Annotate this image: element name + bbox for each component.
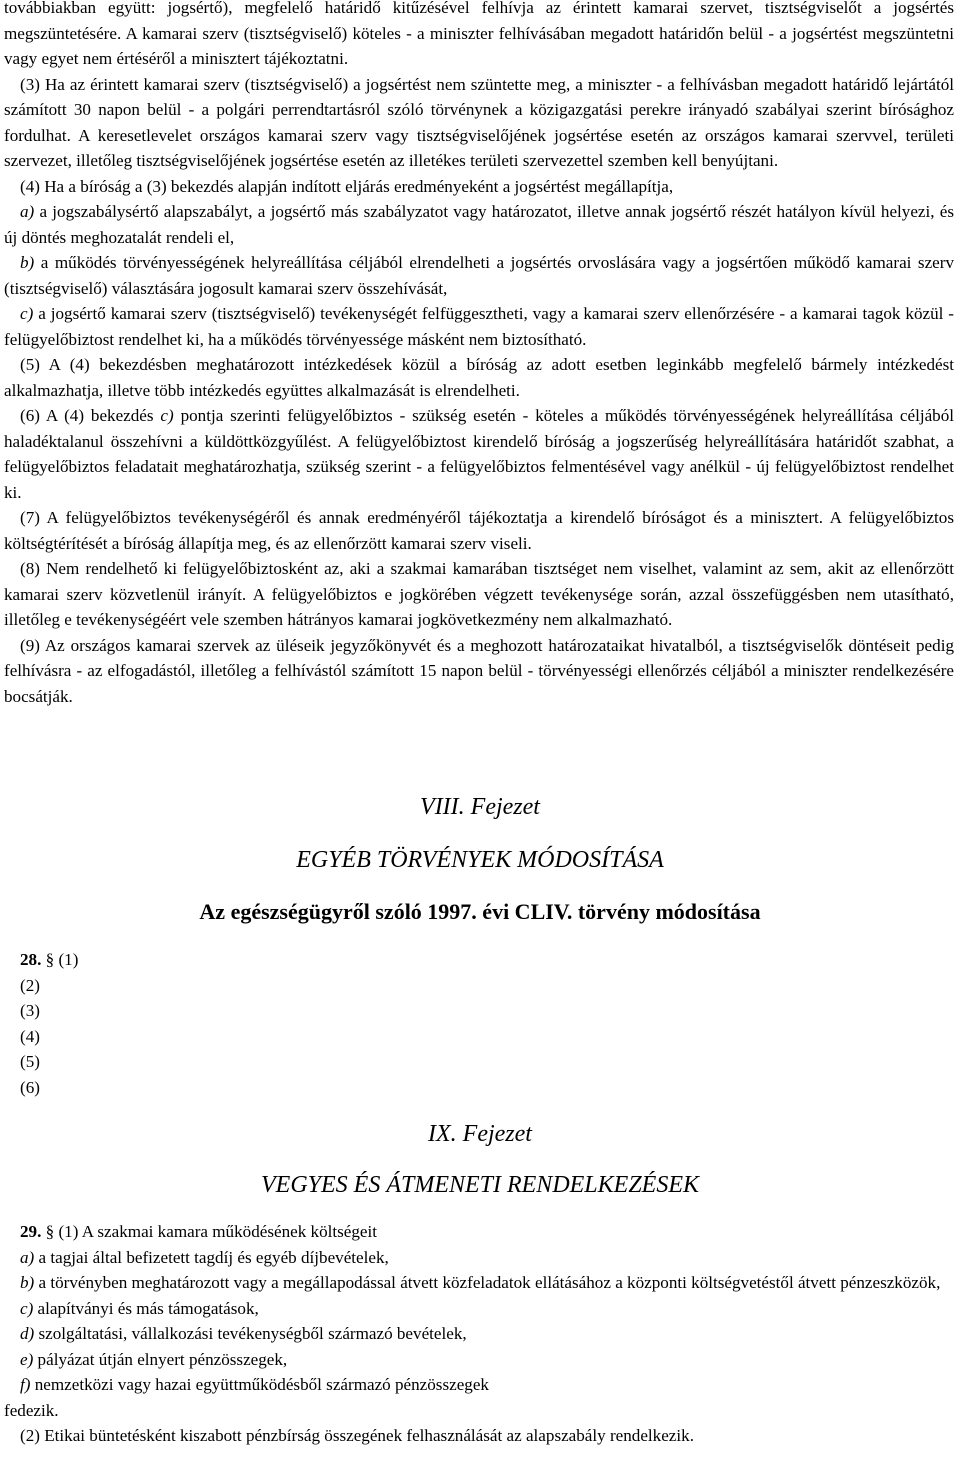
paragraph-continuation: továbbiakban együtt: jogsértő), megfelelő határidő kitűzésével felhívja az érintett kamarai szervet, tisztségviselőt a jogsértés megszüntetésére. A kamarai szerv (tisztségviselő) köteles - a miniszter felhívásában megadott határidőn belül - a jogsértést megszüntetni vagy egyet nem értéséről a minisztert tájékoztatni. [4,0,954,68]
point-text: a jogszabálysértő alapszabályt, a jogsértő más szabályzatot vagy határozatot, illetve annak jogsértő részét hatályon kívül helyezi, és új döntés meghozatalát rendeli el, [4,202,954,247]
paragraph-4: (4) Ha a bíróság a (3) bekezdés alapján indított eljárás eredményeként a jogsértést megállapítja, [20,176,674,196]
point-letter: b) [20,253,35,272]
paragraph-6 [4,403,954,505]
paragraph-6-rest: pontja szerinti felügyelőbiztos - szükség esetén - köteles a működés törvényességének helyreállítása céljából haladéktalanul összehívni a küldöttközgyűlést. A felügyelőbiztost kirendelő bíróság a jogszerűség helyreállítására határidőt szabhat, a felügyelőbiztos feladatait meghatározhatja, szükség szerint - a felügyelőbiztos felmentésével vagy anélkül - új felügyelőbiztost rendelhet ki. [4,406,954,502]
paragraphs-top [4,0,954,709]
list-item [4,1372,954,1398]
subsection-marker: § (1) [41,950,79,969]
section-29 [4,1219,954,1449]
section-28-list [20,947,78,1100]
subsection-marker: (6) [20,1077,40,1097]
paragraph-6-start: (6) A (4) bekezdés [20,406,161,425]
chapter-8-title: VIII. Fejezet [420,794,540,820]
section-29-head-text: § (1) A szakmai kamara működésének költségeit [41,1222,377,1241]
point-text: pályázat útján elnyert pénzösszegek, [33,1349,288,1369]
point-letter: a) [20,1247,35,1267]
section-29-paragraph-2: (2) Etikai büntetésként kiszabott pénzbírság összegének felhasználását az alapszabály rendelkezik. [20,1426,694,1445]
point-letter: b) [20,1273,35,1292]
subsection-marker: (4) [20,1026,40,1046]
section-29-end: fedezik. [4,1400,59,1420]
point-text: a működés törvényességének helyreállítása céljából elrendelheti a jogsértés orvoslására vagy a jogsértően működő kamarai szerv (tisztségviselő) választására jogosult kamarai szerv összehívását, [4,253,954,298]
point-letter: f) [20,1375,31,1394]
list-item [4,1347,954,1373]
point-letter: a) [20,202,35,221]
paragraph-8: (8) Nem rendelhető ki felügyelőbiztosként az, aki a szakmai kamarában tisztséget nem viselhet, valamint az sem, akit az ellenőrzött kamarai szerv közvetlenül irányít. A felügyelőbiztos e jogkörében végzett tevékenysége során, azzal összefüggésben nem utasítható, illetőleg e tevékenységéért vele szemben hátrányos kamarai jogkövetkezmény nem alkalmazható. [4,559,954,629]
paragraph-4c [4,301,954,352]
subsection-marker: (3) [20,1001,40,1020]
section-number: 28. [20,950,42,969]
point-text: a törvényben meghatározott vagy a megállapodással átvett közfeladatok ellátásához a központi költségvetéstől átvett pénzeszközök, [34,1273,941,1292]
point-text: a tagjai által befizetett tagdíj és egyéb díjbevételek, [34,1247,389,1267]
point-letter: c) [160,406,174,425]
list-item [4,1321,954,1347]
paragraph-4b [4,250,954,301]
list-item [4,1270,954,1296]
subsection-marker: (5) [20,1052,40,1071]
point-text: a jogsértő kamarai szerv (tisztségviselő) tevékenységét felfüggesztheti, vagy a kamarai szerv ellenőrzésére - a kamarai tagok közül - felügyelőbiztost rendelhet ki, ha a működés törvényessége másként nem biztosítható. [4,304,954,349]
chapter-8-subtitle: EGYÉB TÖRVÉNYEK MÓDOSÍTÁSA [296,847,664,873]
paragraph-5: (5) A (4) bekezdésben meghatározott intézkedések közül a bíróság az adott esetben leginkább megfelelő bármely intézkedést alkalmazhatja, illetve több intézkedés együttes alkalmazását is elrendelheti. [4,355,954,400]
point-letter: c) [20,304,34,323]
point-text: alapítványi és más támogatások, [33,1298,259,1318]
point-letter: d) [20,1324,35,1343]
list-item [4,1245,954,1271]
paragraph-7: (7) A felügyelőbiztos tevékenységéről és annak eredményéről tájékoztatja a kirendelő bíróságot és a minisztert. A felügyelőbiztos költségtérítését a bíróság állapítja meg, és az ellenőrzött kamarai szerv viseli. [4,508,954,553]
paragraph-3: (3) Ha az érintett kamarai szerv (tisztségviselő) a jogsértést nem szüntette meg, a miniszter - a felhívásban megadott határidő lejártától számított 30 napon belül - a polgári perrendtartásról szóló törvénynek a közigazgatási perekre irányadó szabályai szerint bírósághoz fordulhat. A keresetlevelet országos kamarai szerv vagy tisztségviselőjének jogsértése esetén az országos kamarai szervvel, területi szervezet, illetőleg tisztségviselőjének jogsértése esetén az illetékes területi szervezettel szemben kell benyújtani. [4,74,954,170]
point-letter: c) [20,1298,34,1318]
section-28-line [20,947,78,973]
section-number: 29. [20,1222,42,1241]
paragraph-9: (9) Az országos kamarai szervek az üléseik jegyzőkönyvét és a meghozott határozataikat hivatalból, a tisztségviselők döntéseit pedig felhívásra - az elfogadástól, illetőleg a felhívástól számított 15 napon belül - törvényességi ellenőrzés céljából a miniszter rendelkezésére bocsátják. [4,635,954,706]
list-item [4,1296,954,1322]
subsection-marker: (2) [20,975,40,995]
point-text: nemzetközi vagy hazai együttműködésből származó pénzösszegek [30,1375,489,1394]
point-text: szolgáltatási, vállalkozási tevékenységből származó bevételek, [34,1324,467,1343]
paragraph-4a [4,199,954,250]
section-heading: Az egészségügyről szóló 1997. évi CLIV. törvény módosítása [199,899,761,924]
chapter-9-title: IX. Fejezet [428,1121,532,1147]
section-29-head [4,1219,954,1245]
chapter-9-subtitle: VEGYES ÉS ÁTMENETI RENDELKEZÉSEK [261,1172,699,1198]
point-letter: e) [20,1349,34,1369]
